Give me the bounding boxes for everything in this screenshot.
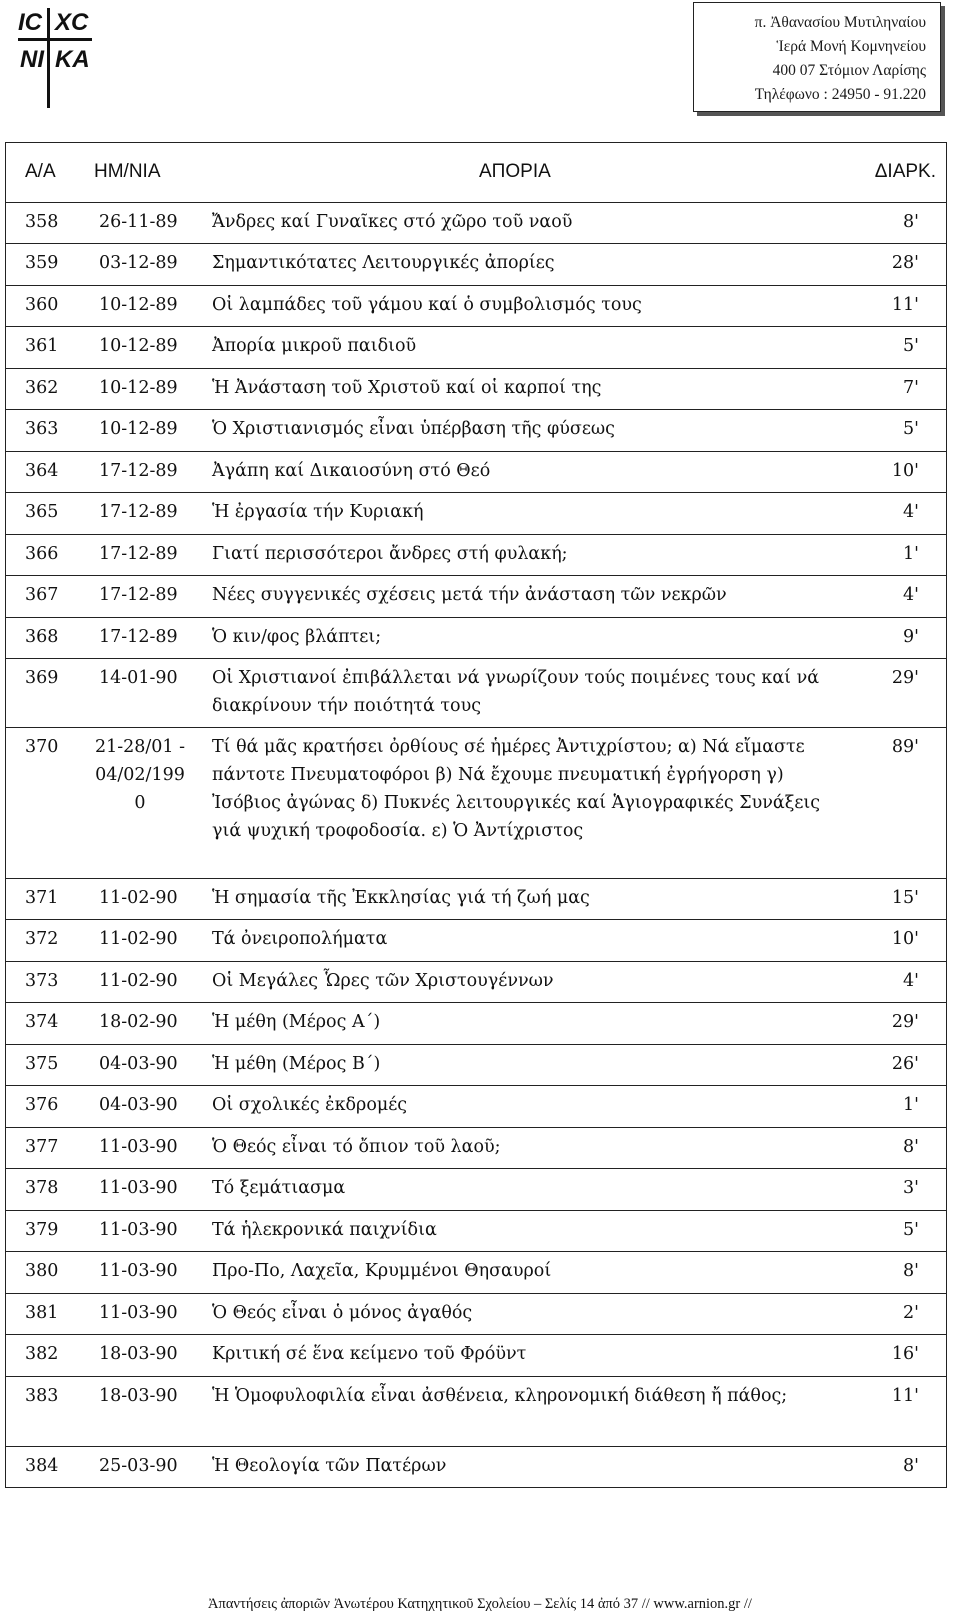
- table-header: [6, 143, 946, 203]
- row-question: Ἄνδρες καί Γυναῖκες στό χῶρο τοῦ ναοῦ: [212, 212, 573, 232]
- row-duration: 10': [891, 929, 919, 949]
- row-number: 380: [25, 1261, 59, 1281]
- row-duration: 15': [891, 888, 919, 908]
- row-duration: 1': [903, 544, 919, 564]
- row-date: 18-03-90: [99, 1344, 178, 1364]
- table-row: [6, 203, 946, 244]
- row-duration: 7': [903, 378, 919, 398]
- questions-table: [5, 142, 947, 1488]
- row-question: Οἱ Χριστιανοί ἐπιβάλλεται νά γνωρίζουν τούς ποιμένες τους καί νά διακρίνουν τήν ποιότητά τους: [212, 668, 820, 716]
- row-question: Ἡ Ὁμοφυλοφιλία εἶναι ἀσθένεια, κληρονομική διάθεση ἤ πάθος;: [212, 1386, 788, 1406]
- table-row: [6, 244, 946, 286]
- table-row: [6, 728, 946, 879]
- row-date: 17-12-89: [99, 544, 178, 564]
- row-number: 379: [25, 1220, 59, 1240]
- row-number: 381: [25, 1303, 59, 1323]
- row-duration: 10': [891, 461, 919, 481]
- row-question: Τά ἡλεκρονικά παιχνίδια: [212, 1220, 437, 1240]
- table-row: [6, 286, 946, 327]
- row-date: 18-02-90: [99, 1012, 178, 1032]
- row-number: 361: [25, 336, 59, 356]
- row-number: 366: [25, 544, 59, 564]
- cross-vertical-bar: [47, 8, 50, 108]
- row-duration: 11': [891, 295, 919, 315]
- address-line-city: 400 07 Στόμιον Λαρίσης: [772, 62, 926, 79]
- row-question: Γιατί περισσότεροι ἄνδρες στή φυλακή;: [212, 544, 568, 564]
- row-date: 03-12-89: [99, 253, 178, 273]
- row-duration: 8': [903, 1137, 919, 1157]
- row-number: 384: [25, 1456, 59, 1476]
- row-duration: 2': [903, 1303, 919, 1323]
- row-number: 373: [25, 971, 59, 991]
- row-question: Οἱ Μεγάλες Ὧρες τῶν Χριστουγέννων: [212, 971, 554, 991]
- row-duration: 5': [903, 419, 919, 439]
- table-row: [6, 452, 946, 493]
- icxc-nika-logo: [18, 8, 92, 108]
- address-line-phone: Τηλέφωνο : 24950 - 91.220: [754, 86, 926, 103]
- address-line-name: π. Ἀθανασίου Μυτιληναίου: [754, 14, 926, 31]
- row-question: Νέες συγγενικές σχέσεις μετά τήν ἀνάσταση τῶν νεκρῶν: [212, 585, 727, 605]
- row-question: Τά ὀνειροπολήματα: [212, 929, 388, 949]
- table-row: [6, 1335, 946, 1377]
- table-row: [6, 659, 946, 728]
- row-number: 377: [25, 1137, 59, 1157]
- logo-ni: NI: [20, 46, 44, 73]
- row-date: 17-12-89: [99, 502, 178, 522]
- row-number: 371: [25, 888, 59, 908]
- header-date: ΗΜ/ΝΙΑ: [94, 161, 161, 182]
- row-date: 11-03-90: [99, 1303, 178, 1323]
- row-duration: 11': [891, 1386, 919, 1406]
- table-row: [6, 1128, 946, 1169]
- row-question: Τί θά μᾶς κρατήσει ὀρθίους σέ ἡμέρες Ἀντιχρίστου; α) Νά εἴμαστε πάντοτε Πνευματοφόροι β) Νά ἔχουμε πνευματική ἐγρήγορση γ) Ἰσόβιος ἀγώνας δ) Πυκνές λειτουργικές καί Ἁγιογραφικές Συνάξεις γιά ψυχική τροφοδοσία. ε) Ὁ Ἀντίχριστος: [212, 737, 821, 841]
- table-row: [6, 618, 946, 659]
- row-duration: 16': [891, 1344, 919, 1364]
- row-question: Κριτική σέ ἕνα κείμενο τοῦ Φρόϋντ: [212, 1344, 527, 1364]
- logo-xc: XC: [55, 9, 89, 36]
- row-duration: 29': [891, 1012, 919, 1032]
- row-duration: 8': [903, 212, 919, 232]
- row-question: Ὁ Θεός εἶναι ὁ μόνος ἀγαθός: [212, 1303, 473, 1323]
- row-date: 10-12-89: [99, 378, 178, 398]
- row-number: 370: [25, 737, 59, 757]
- table-row: [6, 535, 946, 576]
- row-date: 21-28/01 - 04/02/199 0: [94, 737, 186, 813]
- table-row: [6, 576, 946, 618]
- table-row: [6, 1252, 946, 1294]
- row-duration: 89': [891, 737, 919, 757]
- row-date: 14-01-90: [99, 668, 178, 688]
- row-question: Ὁ Χριστιανισμός εἶναι ὑπέρβαση τῆς φύσεως: [212, 419, 615, 439]
- row-date: 11-03-90: [99, 1261, 178, 1281]
- table-body: [6, 203, 946, 1487]
- row-number: 365: [25, 502, 59, 522]
- table-row: [6, 1045, 946, 1086]
- row-duration: 5': [903, 336, 919, 356]
- row-question: Οἱ λαμπάδες τοῦ γάμου καί ὁ συμβολισμός τους: [212, 295, 642, 315]
- row-date: 04-03-90: [99, 1054, 178, 1074]
- row-date: 11-02-90: [99, 971, 178, 991]
- row-date: 11-02-90: [99, 888, 178, 908]
- table-row: [6, 1211, 946, 1252]
- row-number: 383: [25, 1386, 59, 1406]
- row-number: 363: [25, 419, 59, 439]
- row-number: 369: [25, 668, 59, 688]
- row-question: Ἡ Θεολογία τῶν Πατέρων: [212, 1456, 447, 1476]
- row-question: Ὁ Θεός εἶναι τό ὄπιον τοῦ λαοῦ;: [212, 1137, 501, 1157]
- row-date: 26-11-89: [99, 212, 178, 232]
- table-row: [6, 1086, 946, 1128]
- row-number: 368: [25, 627, 59, 647]
- table-row: [6, 1169, 946, 1211]
- row-question: Ἡ μέθη (Μέρος Α΄): [212, 1012, 381, 1032]
- row-duration: 29': [891, 668, 919, 688]
- row-date: 11-02-90: [99, 929, 178, 949]
- row-date: 17-12-89: [99, 585, 178, 605]
- header-aa: Α/Α: [25, 161, 56, 182]
- row-duration: 3': [903, 1178, 919, 1198]
- table-row: [6, 327, 946, 369]
- row-duration: 5': [903, 1220, 919, 1240]
- table-row: [6, 1377, 946, 1447]
- row-number: 364: [25, 461, 59, 481]
- row-question: Προ-Πο, Λαχεῖα, Κρυμμένοι Θησαυροί: [212, 1261, 552, 1281]
- table-row: [6, 410, 946, 452]
- row-question: Ὁ κιν/φος βλάπτει;: [212, 627, 382, 647]
- row-duration: 28': [891, 253, 919, 273]
- row-question: Ἡ σημασία τῆς Ἐκκλησίας γιά τή ζωή μας: [212, 888, 590, 908]
- table-row: [6, 962, 946, 1003]
- row-number: 378: [25, 1178, 59, 1198]
- row-number: 362: [25, 378, 59, 398]
- row-date: 10-12-89: [99, 336, 178, 356]
- header-duration: ΔΙΑΡΚ.: [874, 161, 936, 182]
- row-question: Οἱ σχολικές ἐκδρομές: [212, 1095, 408, 1115]
- table-row: [6, 879, 946, 920]
- row-date: 11-03-90: [99, 1178, 178, 1198]
- row-question: Ἡ ἐργασία τήν Κυριακή: [212, 502, 424, 522]
- row-date: 11-03-90: [99, 1220, 178, 1240]
- row-number: 359: [25, 253, 59, 273]
- table-row: [6, 1003, 946, 1045]
- row-question: Ἡ Ἀνάσταση τοῦ Χριστοῦ καί οἱ καρποί της: [212, 378, 602, 398]
- address-line-monastery: Ἱερά Μονή Κομνηνείου: [776, 38, 926, 55]
- page-footer: Ἀπαντήσεις ἀποριῶν Ἀνωτέρου Κατηχητικοῦ Σχολείου – Σελίς 14 ἀπό 37 // www.arnion.gr //: [208, 1596, 752, 1612]
- row-date: 11-03-90: [99, 1137, 178, 1157]
- row-date: 17-12-89: [99, 627, 178, 647]
- row-number: 375: [25, 1054, 59, 1074]
- table-row: [6, 493, 946, 535]
- row-date: 18-03-90: [99, 1386, 178, 1406]
- row-number: 360: [25, 295, 59, 315]
- row-duration: 4': [903, 971, 919, 991]
- row-date: 04-03-90: [99, 1095, 178, 1115]
- address-box: [693, 2, 941, 112]
- table-row: [6, 1447, 946, 1487]
- row-date: 10-12-89: [99, 295, 178, 315]
- row-duration: 8': [903, 1456, 919, 1476]
- logo-ka: KA: [55, 46, 90, 73]
- row-duration: 1': [903, 1095, 919, 1115]
- header-question: ΑΠΟΡΙΑ: [479, 161, 551, 182]
- cross-horizontal-bar: [18, 38, 92, 41]
- row-date: 17-12-89: [99, 461, 178, 481]
- row-number: 376: [25, 1095, 59, 1115]
- row-question: Σημαντικότατες Λειτουργικές ἀπορίες: [212, 253, 555, 273]
- row-number: 382: [25, 1344, 59, 1364]
- row-question: Ἀγάπη καί Δικαιοσύνη στό Θεό: [212, 461, 491, 481]
- row-duration: 4': [903, 502, 919, 522]
- row-number: 358: [25, 212, 59, 232]
- table-row: [6, 369, 946, 410]
- row-question: Ἀπορία μικροῦ παιδιοῦ: [212, 336, 417, 356]
- row-date: 25-03-90: [99, 1456, 178, 1476]
- row-duration: 26': [891, 1054, 919, 1074]
- row-number: 367: [25, 585, 59, 605]
- table-row: [6, 1294, 946, 1335]
- row-question: Ἡ μέθη (Μέρος Β΄): [212, 1054, 381, 1074]
- row-date: 10-12-89: [99, 419, 178, 439]
- table-row: [6, 920, 946, 962]
- row-duration: 4': [903, 585, 919, 605]
- row-number: 374: [25, 1012, 59, 1032]
- row-question: Τό ξεμάτιασμα: [212, 1178, 346, 1198]
- row-duration: 9': [903, 627, 919, 647]
- row-duration: 8': [903, 1261, 919, 1281]
- row-number: 372: [25, 929, 59, 949]
- logo-ic: IC: [18, 9, 42, 36]
